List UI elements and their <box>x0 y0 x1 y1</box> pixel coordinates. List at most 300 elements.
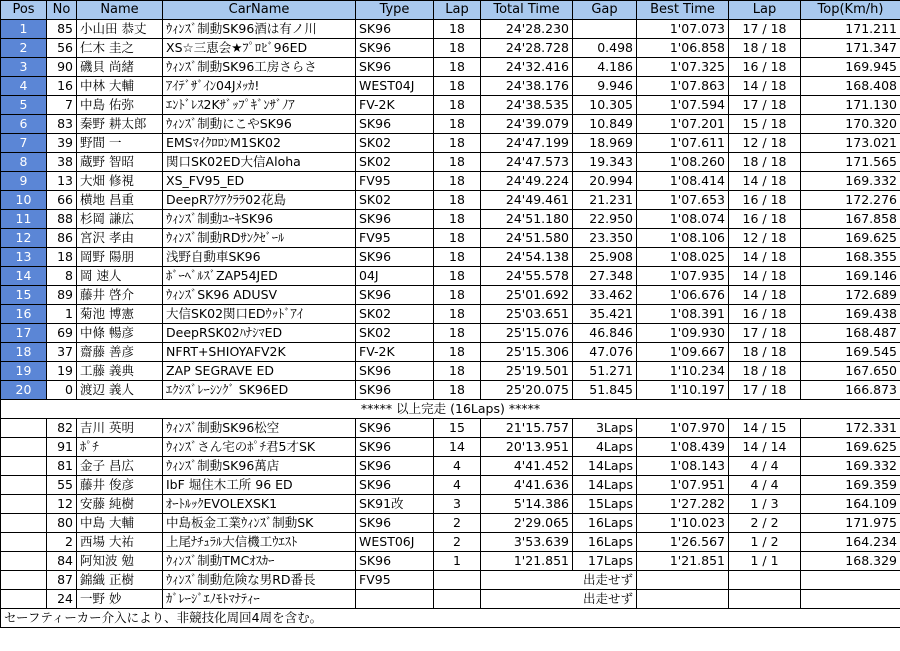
car-name-cell: ｳｨﾝｽﾞさん宅のﾎﾟﾁ君5才SK <box>163 438 356 457</box>
table-row <box>1 286 900 305</box>
lap-count-cell: 18 <box>434 77 481 96</box>
lap-count-cell: 3 <box>434 495 481 514</box>
best-lap-cell <box>729 571 801 590</box>
best-lap-cell: 1 / 2 <box>729 533 801 552</box>
table-row <box>1 476 900 495</box>
car-number-cell: 88 <box>47 210 77 229</box>
car-type-cell: SK96 <box>356 248 434 267</box>
driver-name-cell: 渡辺 義人 <box>77 381 163 400</box>
footnote: セーフティーカー介入により、非競技化周回4周を含む。 <box>1 609 900 628</box>
pos-cell: 4 <box>1 77 47 96</box>
car-type-cell: SK96 <box>356 20 434 39</box>
table-row <box>1 229 900 248</box>
best-time-cell: 1'07.201 <box>637 115 729 134</box>
best-lap-cell: 17 / 18 <box>729 20 801 39</box>
top-speed-cell: 167.858 <box>801 210 900 229</box>
top-speed-cell: 164.234 <box>801 533 900 552</box>
total-time-cell: 24'51.580 <box>481 229 573 248</box>
driver-name-cell: 安藤 純樹 <box>77 495 163 514</box>
footnote-section <box>1 609 900 628</box>
car-name-cell: ｵｰﾄﾙｯｸEVOLEXSK1 <box>163 495 356 514</box>
gap-cell: 21.231 <box>573 191 637 210</box>
car-name-cell: ｴｸｼｽﾞﾚｰｼﾝｸﾞ SK96ED <box>163 381 356 400</box>
lap-count-cell: 18 <box>434 229 481 248</box>
top-speed-cell: 169.625 <box>801 438 900 457</box>
gap-cell: 35.421 <box>573 305 637 324</box>
table-row <box>1 96 900 115</box>
lap-count-cell: 18 <box>434 58 481 77</box>
pos-cell: 8 <box>1 153 47 172</box>
gap-cell: 14Laps <box>573 476 637 495</box>
driver-name-cell: ﾎﾟﾁ <box>77 438 163 457</box>
driver-name-cell: 小山田 恭丈 <box>77 20 163 39</box>
best-lap-cell: 17 / 18 <box>729 324 801 343</box>
table-row <box>1 457 900 476</box>
unclassified-rows <box>1 419 900 571</box>
car-number-cell: 89 <box>47 286 77 305</box>
top-speed-cell: 169.359 <box>801 476 900 495</box>
best-time-cell: 1'07.073 <box>637 20 729 39</box>
pos-cell: 11 <box>1 210 47 229</box>
car-number-cell: 87 <box>47 571 77 590</box>
best-time-cell: 1'08.025 <box>637 248 729 267</box>
table-row <box>1 191 900 210</box>
top-speed-cell: 171.347 <box>801 39 900 58</box>
lap-count-cell: 18 <box>434 286 481 305</box>
lap-count-cell: 18 <box>434 191 481 210</box>
best-time-cell: 1'08.414 <box>637 172 729 191</box>
total-time-cell: 24'28.728 <box>481 39 573 58</box>
header-name: Name <box>77 1 163 20</box>
car-type-cell: FV95 <box>356 571 434 590</box>
best-lap-cell: 12 / 18 <box>729 134 801 153</box>
pos-cell <box>1 552 47 571</box>
best-lap-cell: 16 / 18 <box>729 191 801 210</box>
lap-count-cell: 4 <box>434 476 481 495</box>
best-time-cell: 1'10.197 <box>637 381 729 400</box>
status-cell: 出走せず <box>481 571 637 590</box>
car-type-cell: SK96 <box>356 39 434 58</box>
total-time-cell: 24'39.079 <box>481 115 573 134</box>
car-type-cell: SK96 <box>356 419 434 438</box>
pos-cell <box>1 590 47 609</box>
table-row <box>1 58 900 77</box>
best-lap-cell: 14 / 18 <box>729 172 801 191</box>
car-type-cell: SK96 <box>356 457 434 476</box>
driver-name-cell: 菊池 博憲 <box>77 305 163 324</box>
pos-cell <box>1 438 47 457</box>
car-number-cell: 56 <box>47 39 77 58</box>
car-name-cell: DeepRSK02ﾊﾅｼﾏED <box>163 324 356 343</box>
lap-count-cell: 18 <box>434 172 481 191</box>
car-name-cell: DeepRｱｸｱｸﾗﾗ02花島 <box>163 191 356 210</box>
driver-name-cell: 杉岡 謙広 <box>77 210 163 229</box>
table-row <box>1 115 900 134</box>
best-lap-cell: 14 / 18 <box>729 267 801 286</box>
header-lap: Lap <box>434 1 481 20</box>
driver-name-cell: 一野 妙 <box>77 590 163 609</box>
best-time-cell: 1'10.023 <box>637 514 729 533</box>
gap-cell: 20.994 <box>573 172 637 191</box>
lap-count-cell: 18 <box>434 381 481 400</box>
driver-name-cell: 中條 暢彦 <box>77 324 163 343</box>
gap-cell: 4.186 <box>573 58 637 77</box>
car-name-cell: ｳｨﾝｽﾞ制動SK96酒は有ノ川 <box>163 20 356 39</box>
gap-cell: 47.076 <box>573 343 637 362</box>
pos-cell <box>1 533 47 552</box>
top-speed-cell: 168.329 <box>801 552 900 571</box>
table-row <box>1 571 900 590</box>
top-speed-cell <box>801 590 900 609</box>
total-time-cell: 3'53.639 <box>481 533 573 552</box>
best-time-cell: 1'07.653 <box>637 191 729 210</box>
table-row <box>1 267 900 286</box>
best-lap-cell: 17 / 18 <box>729 96 801 115</box>
table-row <box>1 134 900 153</box>
top-speed-cell: 172.689 <box>801 286 900 305</box>
car-type-cell: SK96 <box>356 438 434 457</box>
driver-name-cell: 藤井 啓介 <box>77 286 163 305</box>
car-number-cell: 55 <box>47 476 77 495</box>
pos-cell <box>1 419 47 438</box>
pos-cell: 17 <box>1 324 47 343</box>
best-lap-cell: 18 / 18 <box>729 343 801 362</box>
gap-cell: 9.946 <box>573 77 637 96</box>
car-type-cell: SK96 <box>356 115 434 134</box>
gap-cell: 19.343 <box>573 153 637 172</box>
total-time-cell: 20'13.951 <box>481 438 573 457</box>
total-time-cell: 24'47.199 <box>481 134 573 153</box>
lap-count-cell: 18 <box>434 362 481 381</box>
driver-name-cell: 藤井 俊彦 <box>77 476 163 495</box>
car-number-cell: 16 <box>47 77 77 96</box>
top-speed-cell: 167.650 <box>801 362 900 381</box>
best-time-cell: 1'07.935 <box>637 267 729 286</box>
best-time-cell: 1'08.391 <box>637 305 729 324</box>
total-time-cell: 25'19.501 <box>481 362 573 381</box>
total-time-cell: 24'49.224 <box>481 172 573 191</box>
total-time-cell: 4'41.636 <box>481 476 573 495</box>
best-time-cell: 1'21.851 <box>637 552 729 571</box>
car-type-cell: SK96 <box>356 476 434 495</box>
table-row <box>1 39 900 58</box>
header-carname: CarName <box>163 1 356 20</box>
total-time-cell: 24'28.230 <box>481 20 573 39</box>
car-name-cell: ｳｨﾝｽﾞ制動ﾕｰｷSK96 <box>163 210 356 229</box>
lap-count-cell: 2 <box>434 514 481 533</box>
driver-name-cell: 宮沢 孝由 <box>77 229 163 248</box>
separator-section <box>1 400 900 419</box>
car-name-cell: XS_FV95_ED <box>163 172 356 191</box>
car-type-cell: FV95 <box>356 229 434 248</box>
table-row <box>1 210 900 229</box>
classified-rows <box>1 20 900 400</box>
best-lap-cell: 4 / 4 <box>729 457 801 476</box>
driver-name-cell: 工藤 義典 <box>77 362 163 381</box>
car-name-cell: ｳｨﾝｽﾞ制動TMCｵｽｶｰ <box>163 552 356 571</box>
best-time-cell: 1'08.439 <box>637 438 729 457</box>
gap-cell: 3Laps <box>573 419 637 438</box>
best-time-cell: 1'08.074 <box>637 210 729 229</box>
best-time-cell: 1'07.951 <box>637 476 729 495</box>
gap-cell: 27.348 <box>573 267 637 286</box>
table-row <box>1 324 900 343</box>
header-row <box>1 1 900 20</box>
car-name-cell: ｴﾝﾄﾞﾚｽ2Kｻﾞｯﾌﾟｷﾞﾝｻﾞﾉｱ <box>163 96 356 115</box>
top-speed-cell: 170.320 <box>801 115 900 134</box>
table-row <box>1 495 900 514</box>
best-time-cell: 1'06.676 <box>637 286 729 305</box>
table-row <box>1 381 900 400</box>
total-time-cell: 25'15.076 <box>481 324 573 343</box>
car-type-cell: 04J <box>356 267 434 286</box>
lap-count-cell: 18 <box>434 115 481 134</box>
car-type-cell: SK96 <box>356 381 434 400</box>
driver-name-cell: 仁木 圭之 <box>77 39 163 58</box>
car-type-cell: FV95 <box>356 172 434 191</box>
driver-name-cell: 横地 昌重 <box>77 191 163 210</box>
best-lap-cell: 18 / 18 <box>729 153 801 172</box>
header-best-time: Best Time <box>637 1 729 20</box>
driver-name-cell: 中島 大輔 <box>77 514 163 533</box>
lap-count-cell: 18 <box>434 39 481 58</box>
gap-cell: 33.462 <box>573 286 637 305</box>
gap-cell: 16Laps <box>573 533 637 552</box>
top-speed-cell: 169.545 <box>801 343 900 362</box>
gap-cell: 0.498 <box>573 39 637 58</box>
lap-count-cell: 18 <box>434 248 481 267</box>
gap-cell: 17Laps <box>573 552 637 571</box>
best-time-cell: 1'07.970 <box>637 419 729 438</box>
car-number-cell: 2 <box>47 533 77 552</box>
best-time-cell: 1'09.930 <box>637 324 729 343</box>
header-no: No <box>47 1 77 20</box>
pos-cell <box>1 457 47 476</box>
best-time-cell: 1'07.611 <box>637 134 729 153</box>
best-lap-cell: 12 / 18 <box>729 229 801 248</box>
car-name-cell: ｳｨﾝｽﾞ制動RDｻﾝｸｾﾞｰﾙ <box>163 229 356 248</box>
car-type-cell <box>356 590 434 609</box>
top-speed-cell: 171.130 <box>801 96 900 115</box>
pos-cell: 20 <box>1 381 47 400</box>
best-time-cell <box>637 590 729 609</box>
total-time-cell: 25'20.075 <box>481 381 573 400</box>
top-speed-cell: 169.332 <box>801 457 900 476</box>
lap-count-cell: 18 <box>434 267 481 286</box>
car-number-cell: 85 <box>47 20 77 39</box>
best-time-cell: 1'09.667 <box>637 343 729 362</box>
driver-name-cell: 岡 速人 <box>77 267 163 286</box>
driver-name-cell: 阿知波 勉 <box>77 552 163 571</box>
car-name-cell: 大信SK02関口EDｳｯﾄﾞｱｲ <box>163 305 356 324</box>
top-speed-cell: 169.945 <box>801 58 900 77</box>
total-time-cell: 24'38.176 <box>481 77 573 96</box>
total-time-cell: 24'55.578 <box>481 267 573 286</box>
header-top-speed: Top(Km/h) <box>801 1 900 20</box>
car-number-cell: 69 <box>47 324 77 343</box>
gap-cell <box>573 20 637 39</box>
car-number-cell: 12 <box>47 495 77 514</box>
lap-count-cell: 18 <box>434 96 481 115</box>
car-number-cell: 7 <box>47 96 77 115</box>
total-time-cell: 24'32.416 <box>481 58 573 77</box>
car-name-cell: EMSﾏｲｸﾛﾛﾝM1SK02 <box>163 134 356 153</box>
lap-count-cell: 18 <box>434 305 481 324</box>
best-lap-cell: 14 / 18 <box>729 248 801 267</box>
car-number-cell: 84 <box>47 552 77 571</box>
best-lap-cell: 1 / 3 <box>729 495 801 514</box>
best-lap-cell: 1 / 1 <box>729 552 801 571</box>
best-lap-cell: 18 / 18 <box>729 39 801 58</box>
pos-cell: 5 <box>1 96 47 115</box>
car-type-cell: SK02 <box>356 153 434 172</box>
car-number-cell: 90 <box>47 58 77 77</box>
car-number-cell: 80 <box>47 514 77 533</box>
total-time-cell: 25'03.651 <box>481 305 573 324</box>
best-time-cell <box>637 571 729 590</box>
pos-cell <box>1 495 47 514</box>
header-type: Type <box>356 1 434 20</box>
total-time-cell: 5'14.386 <box>481 495 573 514</box>
best-lap-cell: 14 / 18 <box>729 77 801 96</box>
total-time-cell: 21'15.757 <box>481 419 573 438</box>
best-lap-cell: 14 / 15 <box>729 419 801 438</box>
top-speed-cell: 169.332 <box>801 172 900 191</box>
lap-count-cell: 18 <box>434 153 481 172</box>
driver-name-cell: 齋藤 善彦 <box>77 343 163 362</box>
car-name-cell: ｳｨﾝｽﾞ制動SK96松空 <box>163 419 356 438</box>
table-row <box>1 590 900 609</box>
top-speed-cell: 171.211 <box>801 20 900 39</box>
car-number-cell: 13 <box>47 172 77 191</box>
best-lap-cell <box>729 590 801 609</box>
lap-count-cell <box>434 590 481 609</box>
best-time-cell: 1'08.143 <box>637 457 729 476</box>
best-time-cell: 1'27.282 <box>637 495 729 514</box>
driver-name-cell: 金子 昌広 <box>77 457 163 476</box>
car-name-cell: ｳｨﾝｽﾞ制動SK96萬店 <box>163 457 356 476</box>
car-type-cell: SK96 <box>356 210 434 229</box>
lap-count-cell: 18 <box>434 343 481 362</box>
car-type-cell: SK91改 <box>356 495 434 514</box>
gap-cell: 14Laps <box>573 457 637 476</box>
gap-cell: 18.969 <box>573 134 637 153</box>
car-name-cell: ｱｲﾃﾞｻﾞｲﾝ04Jﾒｯｶ! <box>163 77 356 96</box>
gap-cell: 10.305 <box>573 96 637 115</box>
table-row <box>1 533 900 552</box>
car-number-cell: 37 <box>47 343 77 362</box>
total-time-cell: 2'29.065 <box>481 514 573 533</box>
car-type-cell: SK96 <box>356 58 434 77</box>
pos-cell: 1 <box>1 20 47 39</box>
top-speed-cell: 171.975 <box>801 514 900 533</box>
driver-name-cell: 錦織 正樹 <box>77 571 163 590</box>
finish-separator: ***** 以上完走 (16Laps) ***** <box>1 400 900 419</box>
total-time-cell: 24'49.461 <box>481 191 573 210</box>
pos-cell <box>1 476 47 495</box>
pos-cell: 2 <box>1 39 47 58</box>
footnote-row <box>1 609 900 628</box>
car-number-cell: 19 <box>47 362 77 381</box>
table-row <box>1 77 900 96</box>
best-lap-cell: 15 / 18 <box>729 115 801 134</box>
best-lap-cell: 17 / 18 <box>729 381 801 400</box>
car-name-cell: ｳｨﾝｽﾞ制動にこやSK96 <box>163 115 356 134</box>
top-speed-cell: 169.438 <box>801 305 900 324</box>
lap-count-cell <box>434 571 481 590</box>
driver-name-cell: 秦野 耕太郎 <box>77 115 163 134</box>
pos-cell: 6 <box>1 115 47 134</box>
table-row <box>1 362 900 381</box>
pos-cell: 12 <box>1 229 47 248</box>
car-name-cell: 浅野自動車SK96 <box>163 248 356 267</box>
pos-cell: 18 <box>1 343 47 362</box>
lap-count-cell: 18 <box>434 324 481 343</box>
car-name-cell: ｶﾞﾚｰｼﾞｴﾉﾓﾄﾏﾅﾃｨｰ <box>163 590 356 609</box>
best-lap-cell: 18 / 18 <box>729 362 801 381</box>
driver-name-cell: 野間 一 <box>77 134 163 153</box>
table-row <box>1 305 900 324</box>
car-number-cell: 1 <box>47 305 77 324</box>
table-row <box>1 248 900 267</box>
table-row <box>1 514 900 533</box>
best-lap-cell: 2 / 2 <box>729 514 801 533</box>
best-time-cell: 1'26.567 <box>637 533 729 552</box>
car-name-cell: ZAP SEGRAVE ED <box>163 362 356 381</box>
header-pos: Pos <box>1 1 47 20</box>
header-best-lap: Lap <box>729 1 801 20</box>
gap-cell: 46.846 <box>573 324 637 343</box>
lap-count-cell: 18 <box>434 210 481 229</box>
gap-cell: 16Laps <box>573 514 637 533</box>
car-number-cell: 38 <box>47 153 77 172</box>
car-number-cell: 39 <box>47 134 77 153</box>
best-lap-cell: 16 / 18 <box>729 305 801 324</box>
top-speed-cell: 168.408 <box>801 77 900 96</box>
total-time-cell: 24'38.535 <box>481 96 573 115</box>
pos-cell: 10 <box>1 191 47 210</box>
driver-name-cell: 吉川 英明 <box>77 419 163 438</box>
total-time-cell: 1'21.851 <box>481 552 573 571</box>
total-time-cell: 24'51.180 <box>481 210 573 229</box>
top-speed-cell: 168.355 <box>801 248 900 267</box>
lap-count-cell: 18 <box>434 134 481 153</box>
car-number-cell: 91 <box>47 438 77 457</box>
car-name-cell: 関口SK02ED大信Aloha <box>163 153 356 172</box>
car-number-cell: 18 <box>47 248 77 267</box>
gap-cell: 51.845 <box>573 381 637 400</box>
best-lap-cell: 14 / 18 <box>729 286 801 305</box>
driver-name-cell: 岡野 陽朋 <box>77 248 163 267</box>
car-name-cell: ﾎﾞｰﾍﾞﾙｽﾞZAP54JED <box>163 267 356 286</box>
pos-cell: 16 <box>1 305 47 324</box>
best-lap-cell: 4 / 4 <box>729 476 801 495</box>
car-number-cell: 24 <box>47 590 77 609</box>
gap-cell: 51.271 <box>573 362 637 381</box>
best-time-cell: 1'07.594 <box>637 96 729 115</box>
header-gap: Gap <box>573 1 637 20</box>
top-speed-cell: 171.565 <box>801 153 900 172</box>
table-row <box>1 438 900 457</box>
lap-count-cell: 2 <box>434 533 481 552</box>
pos-cell: 15 <box>1 286 47 305</box>
car-number-cell: 66 <box>47 191 77 210</box>
car-number-cell: 82 <box>47 419 77 438</box>
pos-cell: 9 <box>1 172 47 191</box>
driver-name-cell: 大畑 修視 <box>77 172 163 191</box>
pos-cell <box>1 571 47 590</box>
driver-name-cell: 磯貝 尚緒 <box>77 58 163 77</box>
